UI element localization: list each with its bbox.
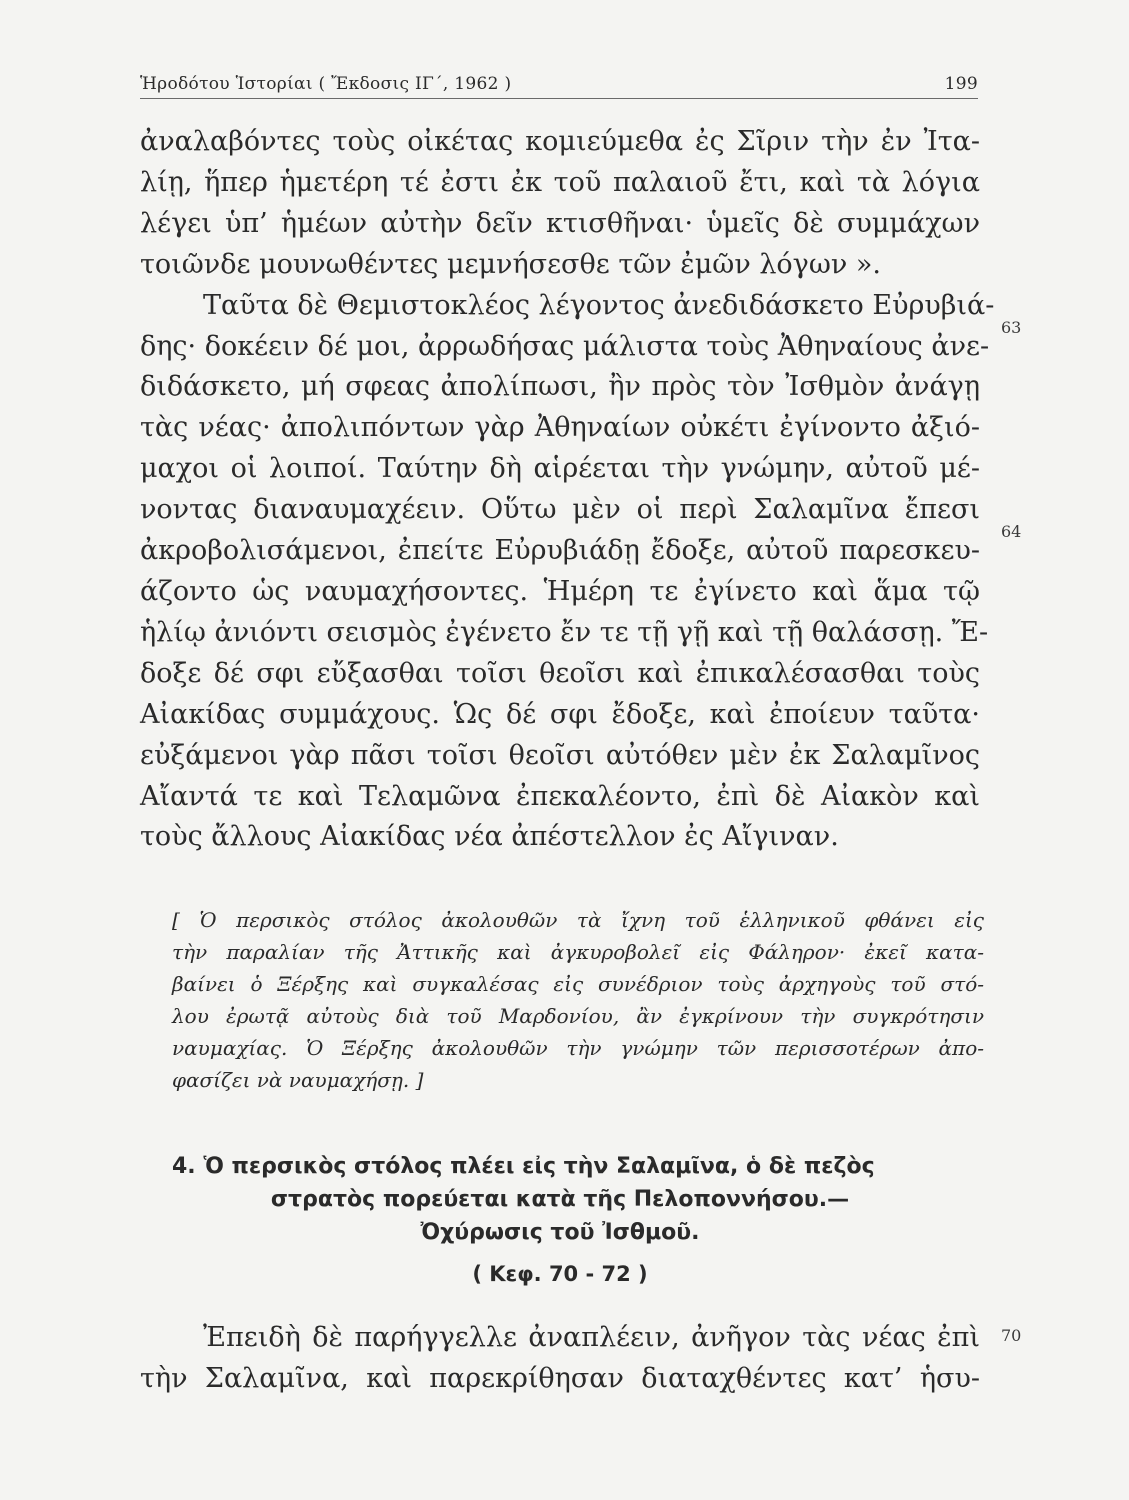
text-line: ἡλίῳ ἀνιόντι σεισμὸς ἐγένετο ἔν τε τῇ γῇ καὶ τῇ θαλάσσῃ. Ἔ-: [140, 616, 989, 648]
page-number: 199: [944, 74, 978, 94]
text-line: Αἰακίδας συμμάχους. Ὡς δέ σφι ἔδοξε, καὶ ἐποίευν ταῦτα·: [140, 698, 980, 730]
text-line: Ταῦτα δὲ Θεμιστοκλέος λέγοντος ἀνεδιδάσκετο Εὐρυβιά-: [203, 289, 995, 321]
summary-line: ναυμαχίας. Ὁ Ξέρξης ἀκολουθῶν τὴν γνώμην τῶν περισσοτέρων ἀπο-: [172, 1036, 984, 1060]
text-line: Ἐπειδὴ δὲ παρήγγελλε ἀναπλέειν, ἀνῆγον τὰς νέας ἐπὶ: [203, 1322, 980, 1353]
chapter-reference: ( Κεφ. 70 - 72 ): [472, 1262, 648, 1286]
margin-number-70: 70: [1001, 1326, 1022, 1345]
text-line: διδάσκετο, μή σφεας ἀπολίπωσι, ἢν πρὸς τὸν Ἰσθμὸν ἀνάγῃ: [140, 371, 980, 403]
section-heading: [140, 1150, 980, 1249]
margin-number-64: 64: [1001, 522, 1022, 541]
section-heading-line: 4. Ὁ περσικὸς στόλος πλέει εἰς τὴν Σαλαμῖνα, ὁ δὲ πεζὸς: [172, 1154, 875, 1179]
summary-line: [ Ὁ περσικὸς στόλος ἀκολουθῶν τὰ ἴχνη τοῦ ἑλληνικοῦ φθάνει εἰς: [172, 908, 984, 932]
text-line: λίῃ, ἥπερ ἡμετέρη τέ ἐστι ἐκ τοῦ παλαιοῦ ἔτι, καὶ τὰ λόγια: [140, 166, 980, 198]
text-line: τὰς νέας· ἀπολιπόντων γὰρ Ἀθηναίων οὐκέτι ἐγίνοντο ἀξιό-: [140, 412, 980, 444]
text-line: τὴν Σαλαμῖνα, καὶ παρεκρίθησαν διαταχθέντες κατ’ ἡσυ-: [140, 1362, 980, 1394]
running-header: [140, 72, 978, 99]
text-line: ἀναλαβόντες τοὺς οἰκέτας κομιεύμεθα ἐς Σῖριν τὴν ἐν Ἰτα-: [140, 126, 980, 157]
text-line: λέγει ὑπ’ ἡμέων αὐτὴν δεῖν κτισθῆναι· ὑμεῖς δὲ συμμάχων: [140, 207, 980, 239]
text-line: τοὺς ἄλλους Αἰακίδας νέα ἀπέστελλον ἐς Αἴγιναν.: [140, 821, 839, 853]
text-line: δης· δοκέειν δέ μοι, ἀρρωδήσας μάλιστα τοὺς Ἀθηναίους ἀνε-: [140, 330, 990, 362]
chapter-summary: [172, 904, 984, 1096]
summary-line: τὴν παραλίαν τῆς Ἀττικῆς καὶ ἀγκυροβολεῖ εἰς Φάληρον· ἐκεῖ κατα-: [172, 940, 984, 964]
text-line: νοντας διαναυμαχέειν. Οὕτω μὲν οἱ περὶ Σαλαμῖνα ἔπεσι: [140, 494, 980, 526]
main-text: [140, 122, 995, 858]
summary-line: λου ἐρωτᾷ αὐτοὺς διὰ τοῦ Μαρδονίου, ἂν ἐγκρίνουν τὴν συγκρότησιν: [172, 1004, 984, 1028]
summary-line: φασίζει νὰ ναυμαχήσῃ. ]: [172, 1068, 424, 1092]
margin-number-63: 63: [1001, 318, 1022, 337]
text-line: δοξε δέ σφι εὔξασθαι τοῖσι θεοῖσι καὶ ἐπικαλέσασθαι τοὺς: [140, 657, 980, 689]
section-text: [140, 1318, 980, 1400]
text-line: άζοντο ὡς ναυμαχήσοντες. Ἡμέρη τε ἐγίνετο καὶ ἅμα τῷ: [140, 575, 980, 607]
text-line: εὐξάμενοι γὰρ πᾶσι τοῖσι θεοῖσι αὐτόθεν μὲν ἐκ Σαλαμῖνος: [140, 739, 980, 771]
text-line: Αἴαντά τε καὶ Τελαμῶνα ἐπεκαλέοντο, ἐπὶ δὲ Αἰακὸν καὶ: [140, 780, 980, 812]
text-line: μαχοι οἱ λοιποί. Ταύτην δὴ αἱρέεται τὴν γνώμην, αὐτοῦ μέ-: [140, 453, 980, 485]
section-heading-line: στρατὸς πορεύεται κατὰ τῆς Πελοποννήσου.—: [270, 1187, 850, 1212]
section-heading-line: Ὀχύρωσις τοῦ Ἰσθμοῦ.: [420, 1220, 700, 1245]
header-title: Ἡροδότου Ἱστορίαι ( Ἔκδοσις ΙΓ΄, 1962 ): [140, 74, 512, 94]
summary-line: βαίνει ὁ Ξέρξης καὶ συγκαλέσας εἰς συνέδριον τοὺς ἀρχηγοὺς τοῦ στό-: [172, 972, 984, 996]
text-line: τοιῶνδε μουνωθέντες μεμνήσεσθε τῶν ἐμῶν λόγων ».: [140, 248, 881, 280]
text-line: ἀκροβολισάμενοι, ἐπείτε Εὐρυβιάδῃ ἔδοξε, αὐτοῦ παρεσκευ-: [140, 535, 980, 567]
